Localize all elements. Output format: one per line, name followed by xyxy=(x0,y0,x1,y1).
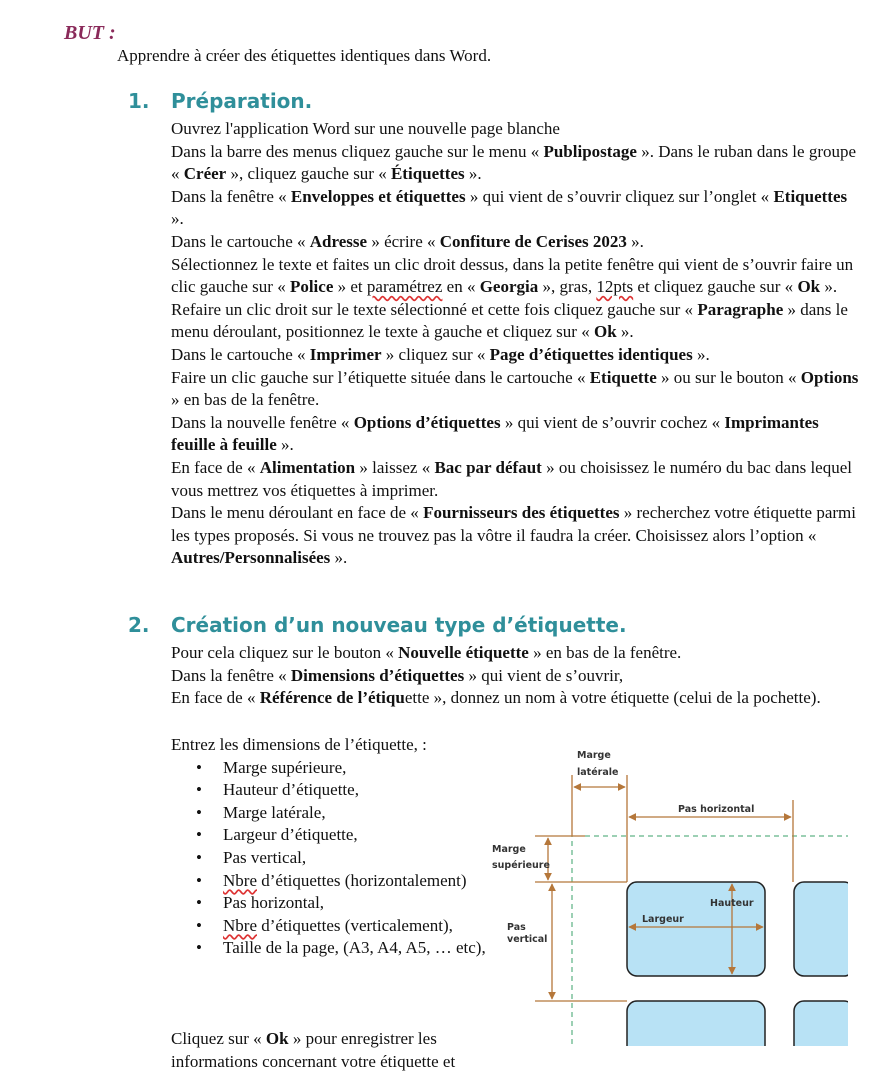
text-run: », gras, xyxy=(538,277,597,297)
goal-heading: BUT : xyxy=(64,22,116,44)
text-run: » en bas de la fenêtre. xyxy=(171,390,320,410)
paragraph xyxy=(171,367,861,412)
text-run: Dans le cartouche « xyxy=(171,344,310,364)
text-run: ». xyxy=(692,344,710,364)
text-run: » dans le menu déroulant, positionnez le texte à gauche et cliquez sur « xyxy=(171,299,848,342)
text-run: ». xyxy=(616,322,634,342)
dimensions-list-intro: Entrez les dimensions de l’étiquette, : xyxy=(171,735,427,754)
text-run: Dans la barre des menus cliquez gauche sur le menu « xyxy=(171,141,544,161)
pas-vertical-label-2: vertical xyxy=(507,934,548,945)
text-run: ». xyxy=(276,435,294,455)
text-run: et cliquez gauche sur « xyxy=(633,277,798,297)
bold-text: Dimensions d’étiquettes xyxy=(290,665,465,685)
paragraph xyxy=(171,231,861,254)
text-run: Taille de la page, (A3, A4, A5, … etc), xyxy=(223,938,486,958)
paragraph xyxy=(171,687,861,710)
label-4 xyxy=(794,1001,850,1050)
text-run: » qui vient de s’ouvrir cliquez sur l’onglet « xyxy=(465,186,774,206)
paragraph xyxy=(171,254,861,299)
bold-text: Police xyxy=(289,277,334,297)
text-run: ette », donnez un nom à votre étiquette (celui de la pochette). xyxy=(404,688,821,708)
text-run: Marge supérieure, xyxy=(223,757,347,777)
label-1 xyxy=(627,882,765,976)
bold-text: Autres/Personnalisées xyxy=(171,548,331,568)
text-run: d’étiquettes (verticalement), xyxy=(256,915,453,935)
text-run: Refaire un clic droit sur le texte sélectionné et cette fois cliquez gauche sur « xyxy=(171,299,698,319)
section-1-title: Préparation. xyxy=(171,89,313,113)
marge-laterale-label-1: Marge xyxy=(577,750,611,761)
text-run: Marge latérale, xyxy=(223,802,326,822)
text-run: Ouvrez l'application Word sur une nouvelle page blanche xyxy=(171,119,560,138)
text-run: » et xyxy=(333,277,367,297)
bold-text: Adresse xyxy=(309,231,368,251)
text-run: en « xyxy=(442,277,480,297)
text-run: » écrire « xyxy=(367,231,440,251)
bold-text: Nouvelle étiquette xyxy=(398,643,529,662)
text-run: » qui vient de s’ouvrir, xyxy=(464,665,624,685)
bullet-icon: • xyxy=(196,780,202,800)
bold-text: Publipostage xyxy=(543,141,637,161)
text-run: ». xyxy=(626,231,644,251)
section-2-title: Création d’un nouveau type d’étiquette. xyxy=(171,613,627,637)
section-1-body xyxy=(171,118,861,570)
text-run: Dans la fenêtre « xyxy=(171,665,291,685)
paragraph xyxy=(171,1028,491,1073)
bullet-icon: • xyxy=(196,847,202,867)
text-run: » laissez « xyxy=(355,457,435,477)
marge-superieure-label-1: Marge xyxy=(492,844,526,855)
label-dimensions-diagram xyxy=(470,740,850,1050)
closing-text xyxy=(171,1028,491,1073)
marge-laterale-label-2: latérale xyxy=(577,767,619,778)
text-run: Pas vertical, xyxy=(223,847,307,867)
bullet-icon: • xyxy=(196,802,202,822)
text-run: Faire un clic gauche sur l’étiquette située dans le cartouche « xyxy=(171,367,590,387)
paragraph xyxy=(171,299,861,344)
section-1-number: 1. xyxy=(128,89,150,113)
hauteur-label: Hauteur xyxy=(710,898,754,909)
text-run: Cliquez sur « xyxy=(171,1029,266,1048)
label-2 xyxy=(794,882,850,976)
dimensions-list xyxy=(171,757,491,960)
bold-text: Etiquettes xyxy=(773,186,848,206)
bold-text: Imprimer xyxy=(309,344,382,364)
text-run: En face de « xyxy=(171,688,260,708)
text-run: » ou choisissez le numéro du bac dans lequel vous mettrez vos étiquettes à imprimer. xyxy=(171,457,852,500)
bold-text: Bac par défaut xyxy=(434,457,542,477)
list-item xyxy=(171,892,491,915)
goal-text: Apprendre à créer des étiquettes identiques dans Word. xyxy=(117,46,492,65)
bullet-icon: • xyxy=(196,757,202,777)
pas-vertical-label-1: Pas xyxy=(507,922,526,933)
text-run: Sélectionnez le texte et faites un clic droit dessus, dans la petite fenêtre qui vient de s’ouvrir faire un clic gauche sur « xyxy=(171,254,854,297)
bold-text: Alimentation xyxy=(259,457,356,477)
text-run: ». xyxy=(464,164,482,184)
bold-text: Référence de l’étiqu xyxy=(259,688,405,708)
dimensions-list-block xyxy=(171,734,491,960)
bold-text: Créer xyxy=(183,164,227,184)
paragraph xyxy=(171,141,861,186)
bullet-icon: • xyxy=(196,893,202,913)
bold-text: Etiquette xyxy=(589,367,657,387)
list-item xyxy=(171,915,491,938)
text-run: Hauteur d’étiquette, xyxy=(223,780,359,800)
bold-text: Confiture de Cerises 2023 xyxy=(439,231,627,251)
paragraph xyxy=(171,502,861,570)
bold-text: Enveloppes et étiquettes xyxy=(290,186,466,206)
bullet-icon: • xyxy=(196,938,202,958)
bold-text: Georgia xyxy=(479,277,539,297)
text-run: Pas horizontal, xyxy=(223,893,325,913)
list-item xyxy=(171,824,491,847)
paragraph xyxy=(171,344,861,367)
text-run: ». xyxy=(330,548,348,568)
text-run: » pour enregistrer les informations concernant votre étiquette et xyxy=(171,1029,456,1071)
bold-text: Options xyxy=(800,367,859,387)
paragraph xyxy=(171,457,861,502)
paragraph xyxy=(171,642,861,665)
list-item xyxy=(171,870,491,893)
bold-text: Paragraphe xyxy=(697,299,784,319)
bold-text: Ok xyxy=(797,277,821,297)
paragraph xyxy=(171,118,861,141)
text-run: » ou sur le bouton « xyxy=(656,367,801,387)
text-run: Nbre xyxy=(223,870,257,890)
text-run: Nbre xyxy=(223,915,257,935)
text-run: » recherchez votre étiquette parmi les types proposés. Si vous ne trouvez pas la vôtre il faudra la créer. Choisissez alors l’option « xyxy=(171,503,856,545)
text-run: paramétrez xyxy=(366,277,443,297)
bold-text: Options d’étiquettes xyxy=(353,412,501,432)
paragraph xyxy=(171,665,861,688)
label-3 xyxy=(627,1001,765,1050)
list-item xyxy=(171,802,491,825)
bold-text: Page d’étiquettes identiques xyxy=(489,344,693,364)
bullet-icon: • xyxy=(196,870,202,890)
bold-text: Ok xyxy=(265,1029,289,1048)
text-run: d’étiquettes (horizontalement) xyxy=(256,870,467,890)
bold-text: Étiquettes xyxy=(390,164,465,184)
section-2-body xyxy=(171,642,861,710)
pas-horizontal-label: Pas horizontal xyxy=(678,804,755,815)
text-run: Dans la nouvelle fenêtre « xyxy=(171,412,354,432)
largeur-label: Largeur xyxy=(642,914,684,925)
list-item xyxy=(171,757,491,780)
text-run: » qui vient de s’ouvrir cochez « xyxy=(500,412,725,432)
paragraph xyxy=(171,412,861,457)
marge-superieure-label-2: supérieure xyxy=(492,860,550,871)
list-item xyxy=(171,847,491,870)
text-run: 12pts xyxy=(596,277,634,297)
text-run: ». xyxy=(171,209,184,229)
section-2-number: 2. xyxy=(128,613,150,637)
text-run: » en bas de la fenêtre. xyxy=(528,643,682,662)
text-run: », cliquez gauche sur « xyxy=(226,164,391,184)
text-run: Dans le menu déroulant en face de « xyxy=(171,503,424,523)
text-run: Dans la fenêtre « xyxy=(171,186,291,206)
bold-text: Fournisseurs des étiquettes xyxy=(423,503,620,523)
list-item xyxy=(171,779,491,802)
bullet-icon: • xyxy=(196,915,202,935)
bold-text: Imprimantes feuille à feuille xyxy=(171,412,819,455)
paragraph xyxy=(171,186,861,231)
text-run: Dans le cartouche « xyxy=(171,231,310,251)
text-run: En face de « xyxy=(171,457,260,477)
text-run: ». Dans le ruban dans le groupe « xyxy=(171,141,857,184)
text-run: Largeur d’étiquette, xyxy=(223,825,358,845)
text-run: » cliquez sur « xyxy=(381,344,490,364)
text-run: Pour cela cliquez sur le bouton « xyxy=(171,643,399,662)
text-run: ». xyxy=(820,277,838,297)
bullet-icon: • xyxy=(196,825,202,845)
list-item xyxy=(171,937,491,960)
bold-text: Ok xyxy=(593,322,617,342)
